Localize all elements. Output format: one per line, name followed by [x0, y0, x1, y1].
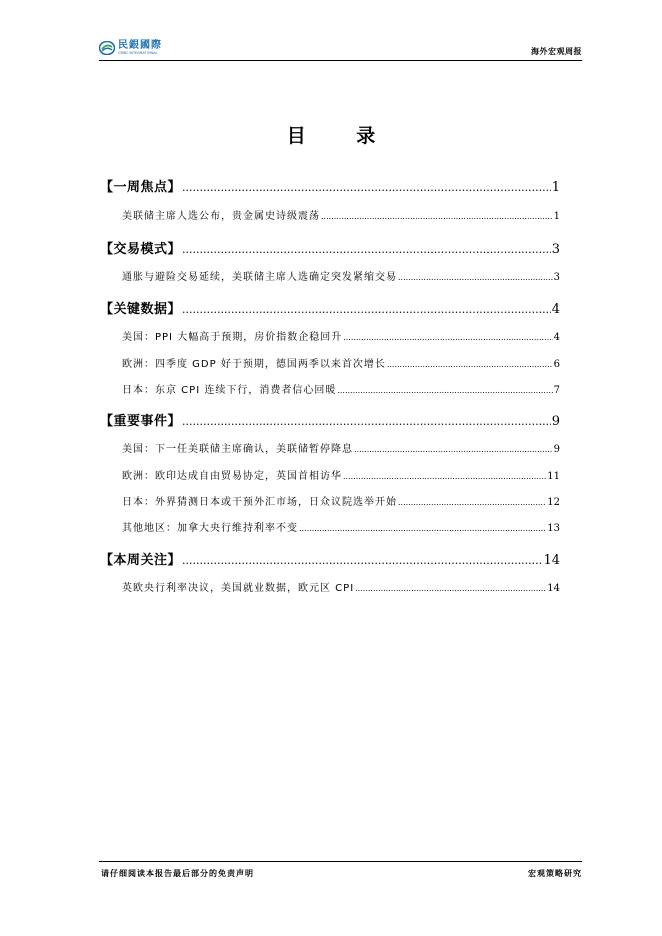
toc-dot-leader: [182, 181, 551, 194]
toc-entry-label: 美联储主席人选公布，贵金属史诗级震荡: [122, 211, 320, 222]
toc-subsection-entry[interactable]: [122, 467, 560, 482]
toc-subsection-entry[interactable]: [122, 579, 560, 594]
company-logo: [99, 38, 162, 58]
toc-subsection-entry[interactable]: [122, 381, 560, 396]
logo-text-cn: 民銀國際: [118, 39, 162, 51]
report-series-title: 海外宏观周报: [531, 47, 582, 56]
toc-entry-label: 英欧央行利率决议，美国就业数据，欧元区 CPI: [122, 583, 355, 594]
toc-entry-label: 【交易模式】: [100, 242, 182, 257]
toc-dot-leader: [354, 445, 553, 454]
toc-dot-leader: [337, 386, 552, 395]
toc-dot-leader: [355, 584, 546, 593]
toc-entry-label: 【本周关注】: [100, 553, 182, 568]
toc-subsection-entry[interactable]: [122, 355, 560, 370]
toc-dot-leader: [398, 273, 553, 282]
toc-page-number: 4: [553, 332, 560, 343]
toc-page-number: 7: [553, 385, 560, 396]
toc-dot-leader: [387, 360, 553, 369]
toc-page-number: 4: [551, 302, 560, 317]
toc-dot-leader: [343, 472, 546, 481]
toc-page-number: 1: [551, 180, 560, 195]
toc-page-number: 13: [547, 523, 560, 534]
toc-dot-leader: [299, 524, 546, 533]
toc-entry-label: 【一周焦点】: [100, 180, 182, 195]
toc-dot-leader: [182, 554, 542, 567]
toc-entry-label: 美国：PPI 大幅高于预期，房价指数企稳回升: [122, 332, 343, 343]
toc-entry-label: 日本：外界猜测日本或干预外汇市场，日众议院选举开始: [122, 497, 397, 508]
toc-dot-leader: [321, 212, 553, 221]
toc-entry-label: 【重要事件】: [100, 414, 182, 429]
toc-entry-label: 美国：下一任美联储主席确认，美联储暂停降息: [122, 444, 353, 455]
toc-section-entry[interactable]: [100, 410, 560, 429]
toc-section-entry[interactable]: [100, 549, 560, 568]
toc-page-number: 9: [553, 444, 560, 455]
disclaimer-note: 请仔细阅读本报告最后部分的免责声明: [101, 869, 254, 878]
toc-dot-leader: [398, 498, 546, 507]
toc-section-entry[interactable]: [100, 238, 560, 257]
toc-page-number: 6: [553, 359, 560, 370]
toc-subsection-entry[interactable]: [122, 519, 560, 534]
toc-page-number: 1: [553, 211, 560, 222]
toc-entry-label: 通胀与避险交易延续，美联储主席人选确定突发紧缩交易: [122, 272, 397, 283]
toc-dot-leader: [343, 333, 552, 342]
toc-subsection-entry[interactable]: [122, 440, 560, 455]
toc-page-number: 9: [551, 414, 560, 429]
toc-entry-label: 欧洲：四季度 GDP 好于预期，德国两季以来首次增长: [122, 359, 386, 370]
toc-page-number: 11: [547, 471, 560, 482]
toc-entry-label: 日本：东京 CPI 连续下行，消费者信心回暖: [122, 385, 337, 396]
logo-text-en: CMBC INTERNATIONAL: [118, 50, 158, 55]
toc-subsection-entry[interactable]: [122, 207, 560, 222]
toc-dot-leader: [182, 243, 551, 256]
toc-subsection-entry[interactable]: [122, 268, 560, 283]
logo-swirl-icon: [99, 41, 115, 55]
toc-heading: 目 录: [286, 125, 398, 147]
toc-page-number: 3: [551, 242, 560, 257]
toc-page-number: 3: [553, 272, 560, 283]
toc-section-entry[interactable]: [100, 176, 560, 195]
toc-page-number: 12: [547, 497, 560, 508]
page-header: [99, 38, 582, 61]
toc-page-number: 14: [547, 583, 560, 594]
toc-dot-leader: [182, 415, 551, 428]
toc-dot-leader: [182, 303, 551, 316]
department-label: 宏观策略研究: [528, 869, 582, 878]
toc-subsection-entry[interactable]: [122, 328, 560, 343]
page-footer: [99, 861, 582, 878]
toc-entry-label: 其他地区：加拿大央行维持利率不变: [122, 523, 298, 534]
toc-subsection-entry[interactable]: [122, 493, 560, 508]
toc-entry-label: 【关键数据】: [100, 302, 182, 317]
toc-page-number: 14: [543, 553, 560, 568]
toc-section-entry[interactable]: [100, 298, 560, 317]
toc-entry-label: 欧洲：欧印达成自由贸易协定，英国首相访华: [122, 471, 342, 482]
